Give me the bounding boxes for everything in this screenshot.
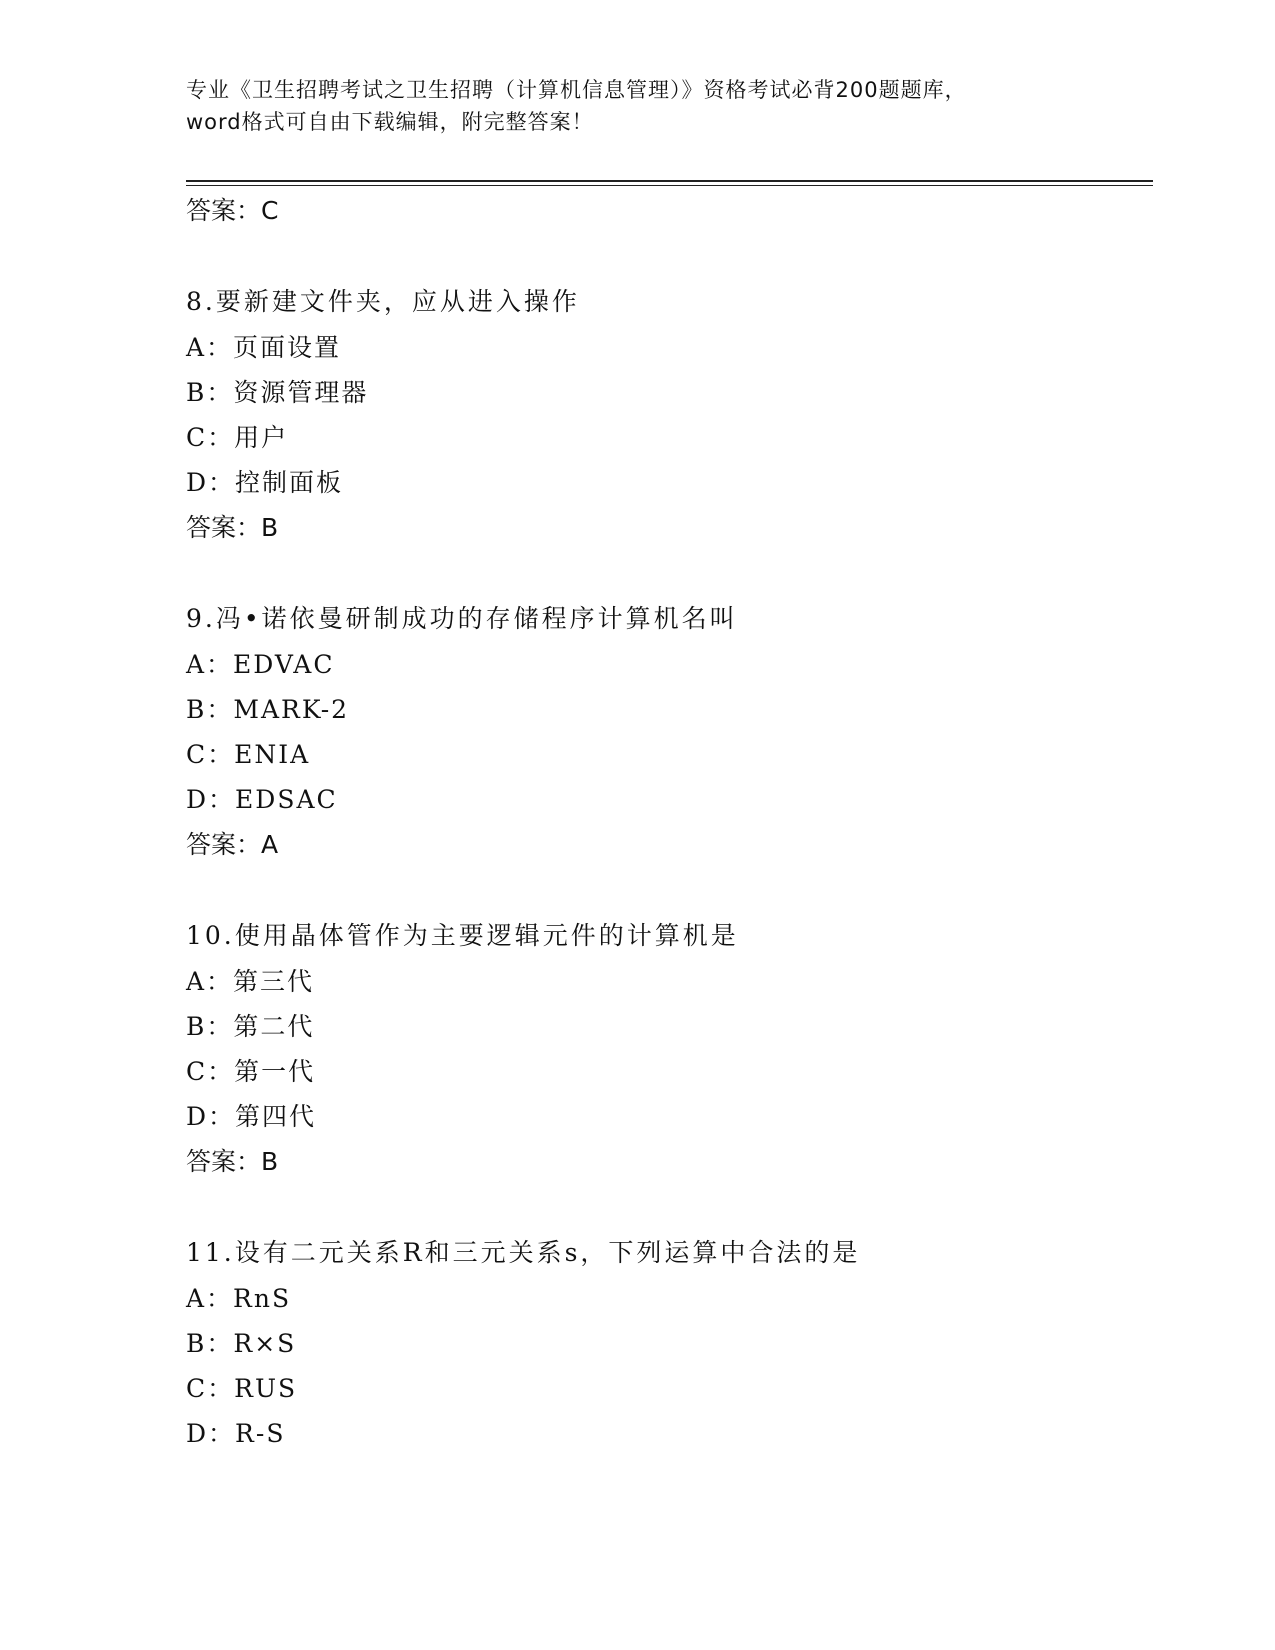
option-a: A：第三代 [186,967,315,996]
option-d: D：R-S [186,1419,286,1448]
answer-text: 答案：B [186,1147,279,1176]
header-divider-thin [186,185,1153,186]
option-b: B：MARK-2 [186,695,350,724]
option-a: A：EDVAC [186,650,335,679]
option-c: C：用户 [186,423,289,452]
header-title-line-2: word格式可自由下载编辑，附完整答案！ [186,110,594,134]
spacer [186,234,1166,279]
option-d: D：控制面板 [186,468,344,497]
spacer [186,551,1166,596]
spacer [186,868,1166,913]
answer-text: 答案：A [186,830,279,859]
option-a: A：页面设置 [186,333,342,362]
option-d: D：第四代 [186,1102,317,1131]
question-block-9 [186,596,1166,868]
option-c: C：RUS [186,1374,298,1403]
question-list [186,188,1166,1456]
question-text: 10.使用晶体管作为主要逻辑元件的计算机是 [186,921,739,950]
header-divider-thick [186,180,1153,182]
document-header [186,74,1086,138]
option-a: A：RnS [186,1284,292,1313]
option-d: D：EDSAC [186,785,338,814]
previous-answer: 答案：C [186,196,279,225]
option-b: B：资源管理器 [186,378,369,407]
option-c: C：第一代 [186,1057,316,1086]
question-text: 9.冯•诺依曼研制成功的存储程序计算机名叫 [186,604,738,633]
question-block-8 [186,279,1166,551]
question-text: 11.设有二元关系R和三元关系s，下列运算中合法的是 [186,1238,861,1267]
spacer [186,1185,1166,1230]
header-title-line-1: 专业《卫生招聘考试之卫生招聘（计算机信息管理）》资格考试必背200题题库， [186,78,967,102]
option-b: B：第二代 [186,1012,315,1041]
question-block-10 [186,913,1166,1185]
option-c: C：ENIA [186,740,311,769]
question-block-11 [186,1230,1166,1456]
answer-text: 答案：B [186,513,279,542]
question-text: 8.要新建文件夹，应从进入操作 [186,287,580,316]
option-b: B：R×S [186,1329,297,1358]
